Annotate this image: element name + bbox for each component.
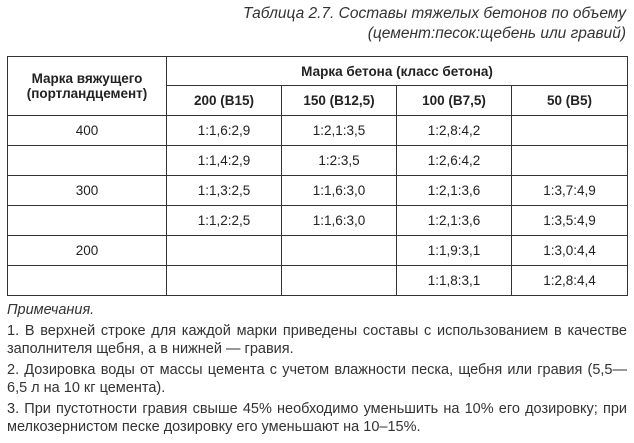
- composition-cell: [512, 146, 628, 176]
- composition-cell: 1:2:3,5: [282, 146, 397, 176]
- note-item: 1. В верхней строке для каждой марки приведены составы с использованием в качестве заполнителя щебня, а в нижней — гравия.: [7, 322, 627, 357]
- composition-cell: 1:1,3:2,5: [167, 176, 282, 206]
- note-item: 3. При пустотности гравия свыше 45% необходимо уменьшить на 10% его дозировку; при мелкозернистом песке дозировку его уменьшают на 10–15%.: [7, 400, 627, 435]
- composition-cell: [282, 266, 397, 296]
- composition-cell: 1:2,8:4,4: [512, 266, 628, 296]
- composition-cell: 1:1,2:2,5: [167, 206, 282, 236]
- composition-cell: 1:3,0:4,4: [512, 236, 628, 266]
- column-header: 100 (В7,5): [397, 86, 512, 116]
- notes-section: [7, 301, 627, 437]
- composition-cell: [512, 116, 628, 146]
- composition-cell: 1:3,5:4,9: [512, 206, 628, 236]
- column-header: 150 (В12,5): [282, 86, 397, 116]
- composition-cell: 1:1,6:3,0: [282, 206, 397, 236]
- header-row-top: [8, 57, 628, 86]
- binder-grade-cell: 400: [8, 116, 167, 146]
- table-row: [8, 116, 628, 146]
- composition-cell: [282, 236, 397, 266]
- composition-cell: 1:1,8:3,1: [397, 266, 512, 296]
- composition-cell: 1:1,6:3,0: [282, 176, 397, 206]
- composition-cell: 1:2,1:3,6: [397, 206, 512, 236]
- composition-cell: 1:1,6:2,9: [167, 116, 282, 146]
- binder-grade-cell: 300: [8, 176, 167, 206]
- binder-grade-header: Марка вяжущего (портландцемент): [8, 57, 167, 116]
- notes-title: Примечания.: [7, 302, 95, 318]
- table-row: [8, 206, 628, 236]
- composition-cell: 1:2,1:3,5: [282, 116, 397, 146]
- binder-grade-cell: 200: [8, 236, 167, 266]
- composition-cell: 1:1,9:3,1: [397, 236, 512, 266]
- table-caption: [26, 4, 626, 44]
- binder-grade-cell: [8, 266, 167, 296]
- column-header: 200 (В15): [167, 86, 282, 116]
- composition-cell: [167, 236, 282, 266]
- concrete-composition-table: [7, 56, 628, 296]
- table-row: [8, 146, 628, 176]
- composition-cell: 1:2,6:4,2: [397, 146, 512, 176]
- note-item: 2. Дозировка воды от массы цемента с учетом влажности песка, щебня или гравия (5,5—6,5 л на 10 кг цемента).: [7, 361, 627, 396]
- table-row: [8, 176, 628, 206]
- composition-cell: 1:2,1:3,6: [397, 176, 512, 206]
- caption-title: Таблица 2.7. Составы тяжелых бетонов по объему: [243, 5, 626, 22]
- concrete-grade-header: Марка бетона (класс бетона): [167, 57, 628, 86]
- column-header: 50 (В5): [512, 86, 628, 116]
- table-row: [8, 236, 628, 266]
- caption-subtitle: (цемент:песок:щебень или гравий): [367, 25, 626, 42]
- composition-cell: [167, 266, 282, 296]
- composition-cell: 1:3,7:4,9: [512, 176, 628, 206]
- composition-cell: 1:1,4:2,9: [167, 146, 282, 176]
- composition-cell: 1:2,8:4,2: [397, 116, 512, 146]
- binder-grade-cell: [8, 146, 167, 176]
- table-row: [8, 266, 628, 296]
- binder-grade-cell: [8, 206, 167, 236]
